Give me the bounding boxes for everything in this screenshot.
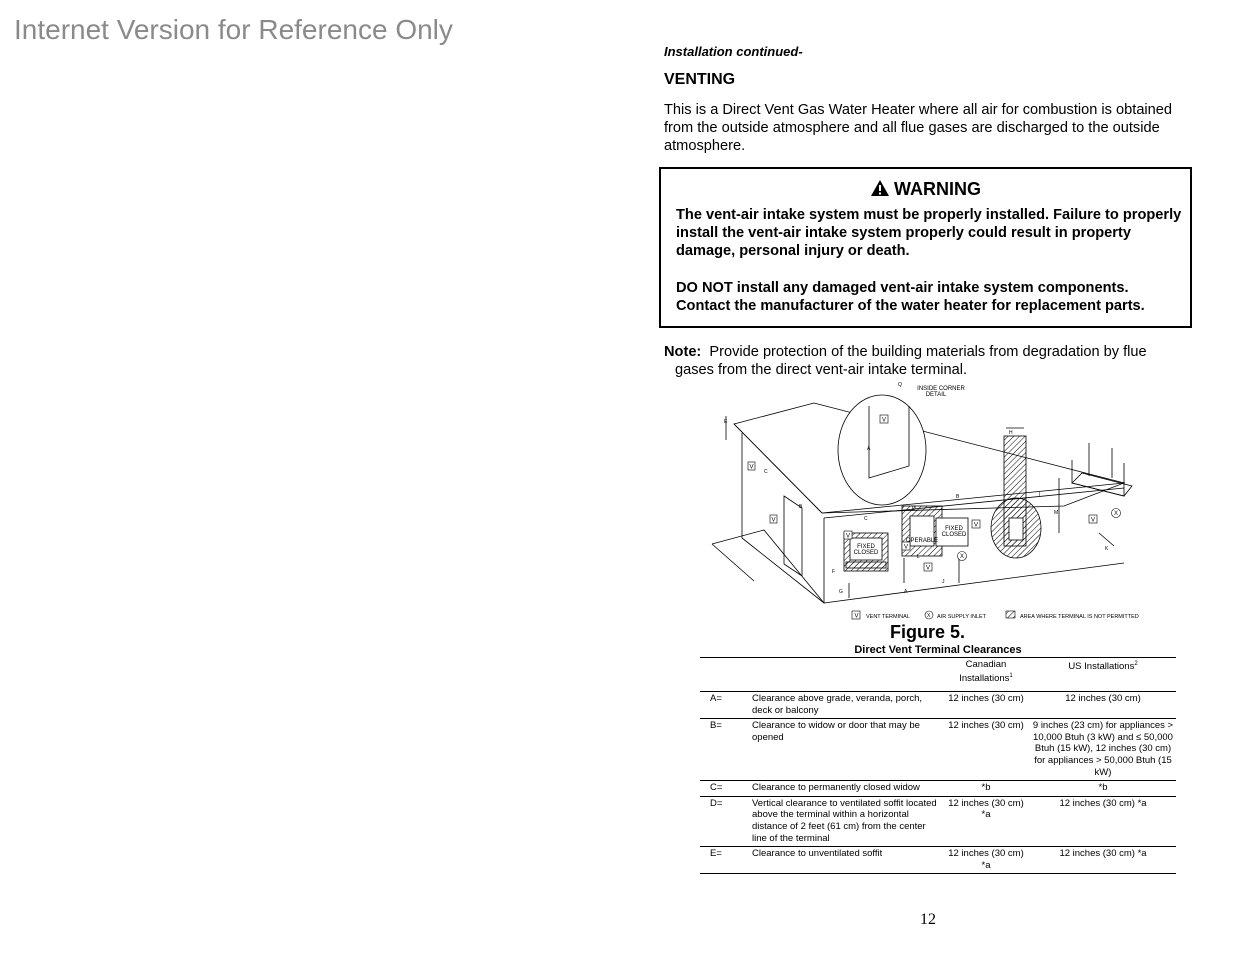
- row-label: A=: [700, 692, 750, 719]
- operable-label: OPERABLE: [905, 538, 939, 544]
- vent-marker: V: [903, 544, 909, 551]
- vent-marker: V: [1090, 517, 1096, 524]
- inside-corner-label: DETAIL: [925, 392, 947, 398]
- legend-air-marker: X: [927, 613, 931, 619]
- svg-text:D: D: [912, 506, 916, 512]
- warning-triangle-icon: [870, 179, 890, 197]
- row-label: E=: [700, 847, 750, 874]
- air-inlet-marker: X: [959, 554, 965, 560]
- vent-marker: V: [771, 517, 776, 524]
- row-canadian: 12 inches (30 cm) *a: [942, 847, 1030, 874]
- inside-corner-label: INSIDE CORNER: [917, 386, 965, 392]
- svg-text:F: F: [832, 569, 836, 575]
- closed-label: CLOSED: [941, 532, 967, 538]
- note-paragraph: [664, 343, 1194, 379]
- svg-text:L: L: [917, 554, 920, 560]
- row-canadian: 12 inches (30 cm): [942, 692, 1030, 719]
- vent-marker: V: [925, 565, 931, 572]
- table-header-row: [700, 658, 1176, 692]
- legend-vent-terminal: VENT TERMINAL: [866, 614, 910, 620]
- row-label: B=: [700, 719, 750, 781]
- table-header-cell: [700, 658, 750, 692]
- legend-vent-marker: V: [854, 613, 859, 620]
- air-inlet-marker: X: [1113, 511, 1119, 517]
- row-us: 12 inches (30 cm): [1030, 692, 1176, 719]
- clearance-table: [700, 657, 1176, 874]
- table-header-cell: [750, 658, 942, 692]
- note-label: Note:: [664, 344, 702, 360]
- vent-marker: V: [881, 417, 887, 424]
- svg-text:C: C: [764, 469, 768, 475]
- vent-marker: V: [749, 464, 754, 471]
- svg-text:G: G: [839, 589, 843, 595]
- row-canadian: 12 inches (30 cm): [942, 719, 1030, 781]
- svg-text:A: A: [904, 589, 908, 595]
- note-line-2: gases from the direct vent-air intake terminal.: [675, 362, 967, 378]
- row-canadian: 12 inches (30 cm) *a: [942, 796, 1030, 846]
- svg-text:B: B: [956, 494, 960, 500]
- vent-marker: V: [973, 522, 979, 529]
- watermark-text: Internet Version for Reference Only: [14, 14, 453, 45]
- vent-marker: V: [845, 533, 851, 540]
- svg-text:H: H: [1009, 430, 1013, 436]
- warning-paragraph-1: The vent-air intake system must be properly installed. Failure to properly install the vent-air intake system properly could result in property damage, personal injury or death.: [676, 207, 1182, 259]
- svg-text:K: K: [1105, 546, 1109, 552]
- warning-title: WARNING: [894, 179, 981, 199]
- svg-text:C: C: [864, 516, 868, 522]
- svg-text:E: E: [724, 419, 728, 425]
- table-row: [700, 781, 1176, 797]
- fixed-label: FIXED: [945, 526, 963, 532]
- note-line-1: Provide protection of the building materials from degradation by flue: [709, 344, 1147, 360]
- warning-box: [659, 167, 1192, 328]
- intro-paragraph: This is a Direct Vent Gas Water Heater where all air for combustion is obtained from the outside atmosphere and all flue gases are discharged to the outside atmosphere.: [664, 102, 1173, 154]
- table-row: [700, 847, 1176, 874]
- table-row: [700, 719, 1176, 781]
- figure-caption: Figure 5.: [890, 622, 966, 642]
- page-number: 12: [920, 911, 936, 928]
- legend-air-supply: AIR SUPPLY INLET: [937, 614, 987, 620]
- row-us: 12 inches (30 cm) *a: [1030, 847, 1176, 874]
- section-heading: VENTING: [664, 71, 736, 88]
- closed-label: CLOSED: [853, 550, 879, 556]
- warning-paragraph-2: DO NOT install any damaged vent-air intake system components. Contact the manufacturer of the water heater for replacement parts.: [676, 280, 1145, 314]
- fixed-label: FIXED: [857, 544, 875, 550]
- svg-text:J: J: [942, 579, 945, 585]
- row-description: Clearance above grade, veranda, porch, deck or balcony: [750, 692, 942, 719]
- row-label: C=: [700, 781, 750, 797]
- svg-text:I: I: [1039, 492, 1041, 498]
- row-canadian: *b: [942, 781, 1030, 797]
- row-description: Clearance to widow or door that may be opened: [750, 719, 942, 781]
- row-description: Clearance to unventilated soffit: [750, 847, 942, 874]
- row-us: 9 inches (23 cm) for appliances > 10,000 Btuh (3 kW) and ≤ 50,000 Btuh (15 kW), 12 inches (30 cm) for appliances > 50,000 Btuh (15 kW): [1030, 719, 1176, 781]
- us-header: US Installations$^2$: [1030, 658, 1176, 692]
- svg-text:B: B: [799, 504, 803, 510]
- canadian-header: Canadian Installations$^1$: [942, 658, 1030, 692]
- legend-no-terminal-area: AREA WHERE TERMINAL IS NOT PERMITTED: [1020, 614, 1139, 620]
- warning-heading: [661, 179, 1190, 200]
- table-title: Direct Vent Terminal Clearances: [854, 644, 1022, 656]
- table-row: [700, 796, 1176, 846]
- table-row: [700, 692, 1176, 719]
- row-description: Vertical clearance to ventilated soffit located above the terminal within a horizontal distance of 2 feet (61 cm) from the center line of the terminal: [750, 796, 942, 846]
- section-subtitle: Installation continued-: [664, 44, 803, 59]
- row-label: D=: [700, 796, 750, 846]
- row-us: 12 inches (30 cm) *a: [1030, 796, 1176, 846]
- svg-text:Q: Q: [898, 382, 902, 388]
- row-us: *b: [1030, 781, 1176, 797]
- vent-clearance-diagram: [704, 378, 1164, 628]
- row-description: Clearance to permanently closed widow: [750, 781, 942, 797]
- svg-text:A: A: [867, 446, 871, 452]
- svg-text:M: M: [1054, 510, 1059, 516]
